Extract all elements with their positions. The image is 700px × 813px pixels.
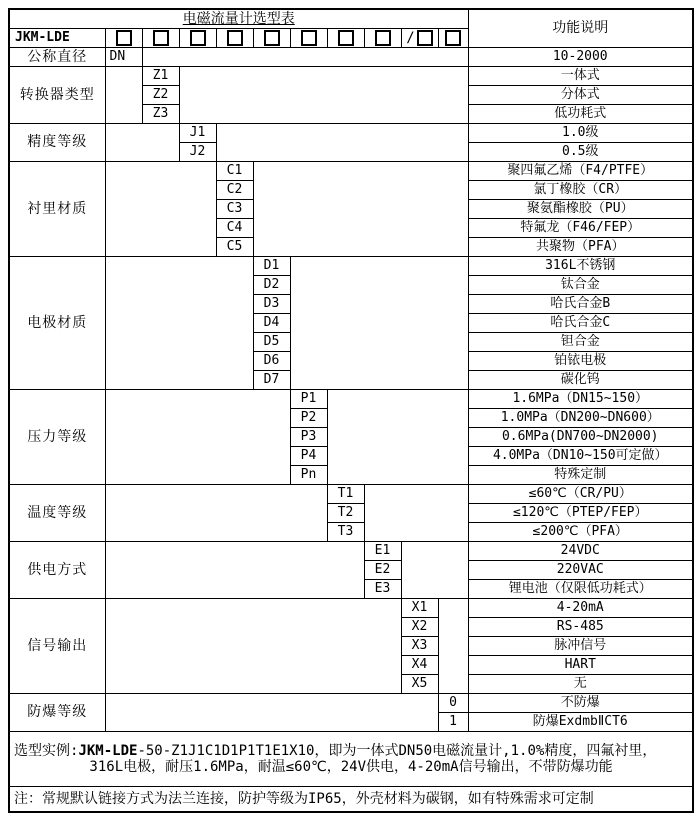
description-cell: 特氟龙（F46/FEP） <box>468 219 693 238</box>
example-line-1 <box>14 743 688 759</box>
description-cell: ≤200℃（PFA） <box>468 523 693 542</box>
filler-cell <box>105 257 253 390</box>
description-cell: 4-20mA <box>468 599 693 618</box>
spec-checkbox-cell <box>364 29 401 48</box>
footer-note: 注：常规默认链接方式为法兰连接，防护等级为IP65，外壳材料为碳钢，如有特殊需求可定制 <box>9 787 693 813</box>
code-cell: Pn <box>290 466 327 485</box>
spec-checkbox-cell <box>401 29 438 48</box>
code-cell: P1 <box>290 390 327 409</box>
code-cell: Z2 <box>142 86 179 105</box>
code-cell: D7 <box>253 371 290 390</box>
filler-cell <box>142 48 468 67</box>
selection-table <box>8 8 694 813</box>
description-cell: 0.6MPa(DN700~DN2000) <box>468 428 693 447</box>
description-cell: 220VAC <box>468 561 693 580</box>
code-cell: T2 <box>327 504 364 523</box>
filler-cell <box>105 124 179 162</box>
section-label: 公称直径 <box>9 48 105 67</box>
description-cell: ≤120℃（PTEP/FEP） <box>468 504 693 523</box>
note-row <box>9 787 693 813</box>
code-cell: P4 <box>290 447 327 466</box>
description-cell: 一体式 <box>468 67 693 86</box>
code-cell: X3 <box>401 637 438 656</box>
filler-cell <box>253 162 468 257</box>
table-row <box>9 257 693 276</box>
checkbox-icon <box>445 30 461 46</box>
title-row <box>9 9 693 29</box>
table-row <box>9 694 693 713</box>
table-row <box>9 48 693 67</box>
checkbox-icon <box>227 30 243 46</box>
section-label: 信号输出 <box>9 599 105 694</box>
description-cell: 钽合金 <box>468 333 693 352</box>
selection-example <box>9 732 693 787</box>
code-cell: T3 <box>327 523 364 542</box>
section-label: 温度等级 <box>9 485 105 542</box>
code-cell: 1 <box>438 713 468 732</box>
checkbox-icon <box>153 30 169 46</box>
code-cell: T1 <box>327 485 364 504</box>
description-cell: 1.6MPa（DN15~150） <box>468 390 693 409</box>
code-cell: D2 <box>253 276 290 295</box>
section-label: 转换器类型 <box>9 67 105 124</box>
description-cell: 共聚物（PFA） <box>468 238 693 257</box>
filler-cell <box>105 694 438 732</box>
section-label: 衬里材质 <box>9 162 105 257</box>
code-cell: C5 <box>216 238 253 257</box>
description-cell: 10-2000 <box>468 48 693 67</box>
checkbox-icon <box>264 30 280 46</box>
section-label: 供电方式 <box>9 542 105 599</box>
table-row <box>9 162 693 181</box>
description-cell: 分体式 <box>468 86 693 105</box>
description-cell: 低功耗式 <box>468 105 693 124</box>
spec-checkbox-cell <box>179 29 216 48</box>
model-prefix: JKM-LDE <box>9 29 105 48</box>
description-cell: 无 <box>468 675 693 694</box>
section-label: 防爆等级 <box>9 694 105 732</box>
description-cell: 特殊定制 <box>468 466 693 485</box>
description-cell: ≤60℃（CR/PU） <box>468 485 693 504</box>
code-cell: X4 <box>401 656 438 675</box>
example-prefix: 选型实例: <box>14 742 79 759</box>
checkbox-icon <box>301 30 317 46</box>
description-cell: 铂铱电极 <box>468 352 693 371</box>
description-cell: 316L不锈钢 <box>468 257 693 276</box>
filler-cell <box>364 485 468 542</box>
checkbox-icon <box>190 30 206 46</box>
code-cell: J1 <box>179 124 216 143</box>
checkbox-icon <box>116 30 132 46</box>
code-cell: J2 <box>179 143 216 162</box>
table-row <box>9 67 693 86</box>
description-cell: 1.0级 <box>468 124 693 143</box>
description-cell: 24VDC <box>468 542 693 561</box>
filler-cell <box>327 390 468 485</box>
description-cell: 哈氏合金B <box>468 295 693 314</box>
section-label: 电极材质 <box>9 257 105 390</box>
code-cell: X2 <box>401 618 438 637</box>
description-cell: 聚四氟乙烯（F4/PTFE） <box>468 162 693 181</box>
code-cell: Z3 <box>142 105 179 124</box>
checkbox-icon <box>338 30 354 46</box>
description-cell: 0.5级 <box>468 143 693 162</box>
table-row <box>9 485 693 504</box>
code-cell: C3 <box>216 200 253 219</box>
filler-cell <box>438 599 468 694</box>
filler-cell <box>290 257 468 390</box>
description-cell: RS-485 <box>468 618 693 637</box>
code-cell: E2 <box>364 561 401 580</box>
code-cell: C4 <box>216 219 253 238</box>
description-cell: HART <box>468 656 693 675</box>
checkbox-icon <box>375 30 391 46</box>
spec-checkbox-cell <box>327 29 364 48</box>
code-cell: X5 <box>401 675 438 694</box>
filler-cell <box>105 485 327 542</box>
table-row <box>9 390 693 409</box>
code-cell: X1 <box>401 599 438 618</box>
table-row <box>9 124 693 143</box>
filler-cell <box>105 67 142 124</box>
example-rest: -50-Z1J1C1D1P1T1E1X10，即为一体式DN50电磁流量计,1.0%精度，四氟衬里， <box>137 742 657 759</box>
code-cell: D4 <box>253 314 290 333</box>
description-cell: 氯丁橡胶（CR） <box>468 181 693 200</box>
spec-checkbox-cell <box>142 29 179 48</box>
table-row <box>9 542 693 561</box>
table-row <box>9 599 693 618</box>
code-cell: C1 <box>216 162 253 181</box>
code-cell: DN <box>105 48 142 67</box>
description-cell: 锂电池（仅限低功耗式） <box>468 580 693 599</box>
description-cell: 防爆ExdmbⅡCT6 <box>468 713 693 732</box>
code-cell: P3 <box>290 428 327 447</box>
filler-cell <box>401 542 468 599</box>
description-cell: 1.0MPa（DN200~DN600） <box>468 409 693 428</box>
code-cell: Z1 <box>142 67 179 86</box>
description-cell: 不防爆 <box>468 694 693 713</box>
code-cell: D3 <box>253 295 290 314</box>
spec-checkbox-cell <box>290 29 327 48</box>
filler-cell <box>216 124 468 162</box>
code-cell: E1 <box>364 542 401 561</box>
filler-cell <box>179 67 468 124</box>
slash-mark: / <box>406 29 415 46</box>
code-cell: P2 <box>290 409 327 428</box>
code-cell: D5 <box>253 333 290 352</box>
spec-checkbox-cell <box>438 29 468 48</box>
code-cell: E3 <box>364 580 401 599</box>
spec-checkbox-cell <box>216 29 253 48</box>
filler-cell <box>105 162 216 257</box>
code-cell: 0 <box>438 694 468 713</box>
example-line-2: 316L电极，耐压1.6MPa，耐温≤60℃，24V供电，4-20mA信号输出，不带防爆功能 <box>89 759 613 775</box>
filler-cell <box>105 390 290 485</box>
description-cell: 哈氏合金C <box>468 314 693 333</box>
code-cell: D6 <box>253 352 290 371</box>
function-header: 功能说明 <box>468 9 693 48</box>
spec-checkbox-cell <box>253 29 290 48</box>
code-cell: C2 <box>216 181 253 200</box>
section-label: 精度等级 <box>9 124 105 162</box>
description-cell: 聚氨酯橡胶（PU） <box>468 200 693 219</box>
description-cell: 钛合金 <box>468 276 693 295</box>
description-cell: 4.0MPa（DN10~150可定做） <box>468 447 693 466</box>
example-model: JKM-LDE <box>78 742 138 759</box>
description-cell: 碳化钨 <box>468 371 693 390</box>
example-row <box>9 732 693 787</box>
code-cell: D1 <box>253 257 290 276</box>
description-cell: 脉冲信号 <box>468 637 693 656</box>
table-title-cell <box>9 9 468 29</box>
filler-cell <box>105 599 401 694</box>
checkbox-icon <box>417 30 433 46</box>
filler-cell <box>105 542 364 599</box>
spec-checkbox-cell <box>105 29 142 48</box>
section-label: 压力等级 <box>9 390 105 485</box>
table-title: 电磁流量计选型表 <box>182 10 295 27</box>
